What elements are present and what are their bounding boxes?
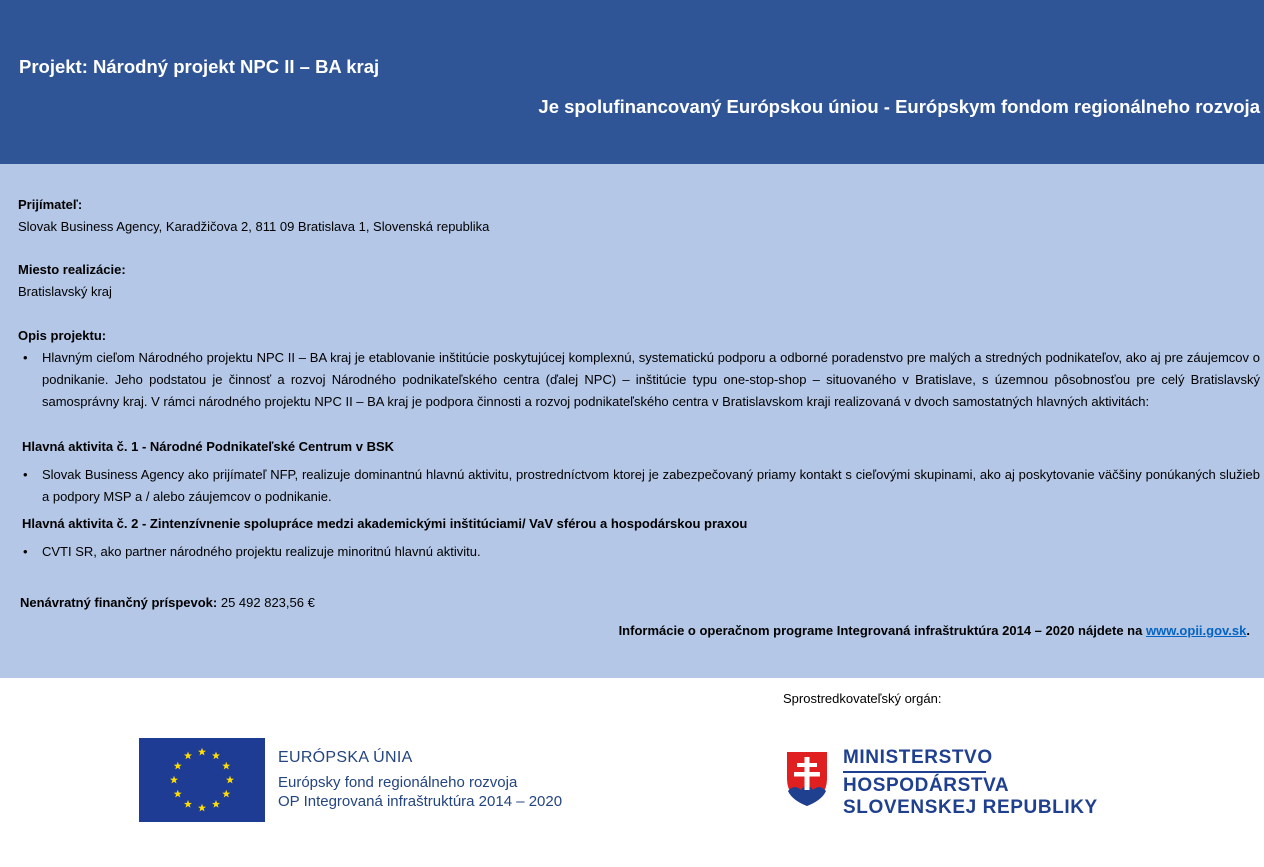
location-label: Miesto realizácie: bbox=[18, 262, 126, 277]
header-banner bbox=[0, 0, 1264, 164]
activity2-title: Hlavná aktivita č. 2 - Zintenzívnenie spolupráce medzi akademickými inštitúciami/ VaV sférou a hospodárskou praxou bbox=[22, 516, 748, 531]
description-main-text: Hlavným cieľom Národného projektu NPC II – BA kraj je etablovanie inštitúcie poskytujúcej komplexnú, systematickú podporu a odborné poradenstvo pre malých a stredných podnikateľov, ako aj pre záujemcov o podnikanie. Jeho podstatou je činnosť a rozvoj Národného podnikateľského centra (ďalej NPC) – inštitúcie typu one-stop-shop – situovaného v Bratislave, s územnou pôsobnosťou pre celý Bratislavský samosprávny kraj. V rámci národného projektu NPC II – BA kraj je podpora činnosti a rozvoj podnikateľského centra v Bratislavskom kraji realizovaná v dvoch samostatných hlavných aktivitách: bbox=[42, 350, 1260, 409]
location-value: Bratislavský kraj bbox=[18, 284, 112, 299]
ministry-line3: SLOVENSKEJ REPUBLIKY bbox=[843, 797, 1098, 818]
bullet-activity2: • bbox=[23, 544, 28, 559]
eu-star-icon bbox=[222, 762, 230, 770]
eu-fund: Európsky fond regionálneho rozvoja bbox=[278, 774, 518, 791]
eu-title: EURÓPSKA ÚNIA bbox=[278, 749, 413, 766]
eu-star-icon bbox=[212, 800, 220, 808]
grant-line bbox=[20, 595, 315, 610]
activity1-text: Slovak Business Agency ako prijímateľ NFP, realizuje dominantnú hlavnú aktivitu, prostredníctvom ktorej je zabezpečovaný priamy kontakt s cieľovými skupinami, ako aj poskytovanie väčšiny ponúkaných služieb a podpory MSP a / alebo záujemcov o podnikanie. bbox=[42, 467, 1260, 504]
eu-star-icon bbox=[198, 804, 206, 812]
ministry-line1: MINISTERSTVO bbox=[843, 747, 993, 768]
eu-star-icon bbox=[184, 800, 192, 808]
eu-star-icon bbox=[198, 748, 206, 756]
ministry-line2: HOSPODÁRSTVA bbox=[843, 775, 1010, 796]
info-line bbox=[619, 623, 1250, 638]
recipient-label: Prijímateľ: bbox=[18, 197, 83, 212]
activity1-title: Hlavná aktivita č. 1 - Národné Podnikateľské Centrum v BSK bbox=[22, 439, 395, 454]
eu-flag-icon bbox=[139, 738, 265, 822]
info-suffix: . bbox=[1246, 623, 1250, 638]
project-title: Projekt: Národný projekt NPC II – BA kraj bbox=[19, 56, 380, 77]
eu-programme: OP Integrovaná infraštruktúra 2014 – 2020 bbox=[278, 793, 563, 810]
eu-star-icon bbox=[222, 790, 230, 798]
info-text: Informácie o operačnom programe Integrovaná infraštruktúra 2014 – 2020 nájdete na bbox=[618, 623, 1146, 638]
grant-value: 25 492 823,56 € bbox=[217, 595, 315, 610]
activity2-text: CVTI SR, ako partner národného projektu realizuje minoritnú hlavnú aktivitu. bbox=[42, 544, 481, 559]
project-info-panel bbox=[0, 164, 1264, 678]
intermediary-label: Sprostredkovateľský orgán: bbox=[783, 691, 942, 706]
ministry-divider bbox=[843, 771, 986, 773]
cofinancing-subtitle: Je spolufinancovaný Európskou úniou - Európskym fondom regionálneho rozvoja bbox=[538, 96, 1260, 117]
description-label: Opis projektu: bbox=[18, 328, 107, 343]
eu-star-icon bbox=[174, 790, 182, 798]
grant-label: Nenávratný finančný príspevok: bbox=[20, 595, 218, 610]
bullet-activity1: • bbox=[23, 467, 28, 482]
eu-star-icon bbox=[170, 776, 178, 784]
bullet-main: • bbox=[23, 350, 28, 365]
eu-star-icon bbox=[212, 752, 220, 760]
opii-link[interactable]: www.opii.gov.sk bbox=[1145, 623, 1247, 638]
eu-star-icon bbox=[174, 762, 182, 770]
eu-star-icon bbox=[226, 776, 234, 784]
recipient-value: Slovak Business Agency, Karadžičova 2, 811 09 Bratislava 1, Slovenská republika bbox=[18, 219, 490, 234]
slovak-coat-of-arms-icon bbox=[784, 749, 830, 809]
eu-star-icon bbox=[184, 752, 192, 760]
